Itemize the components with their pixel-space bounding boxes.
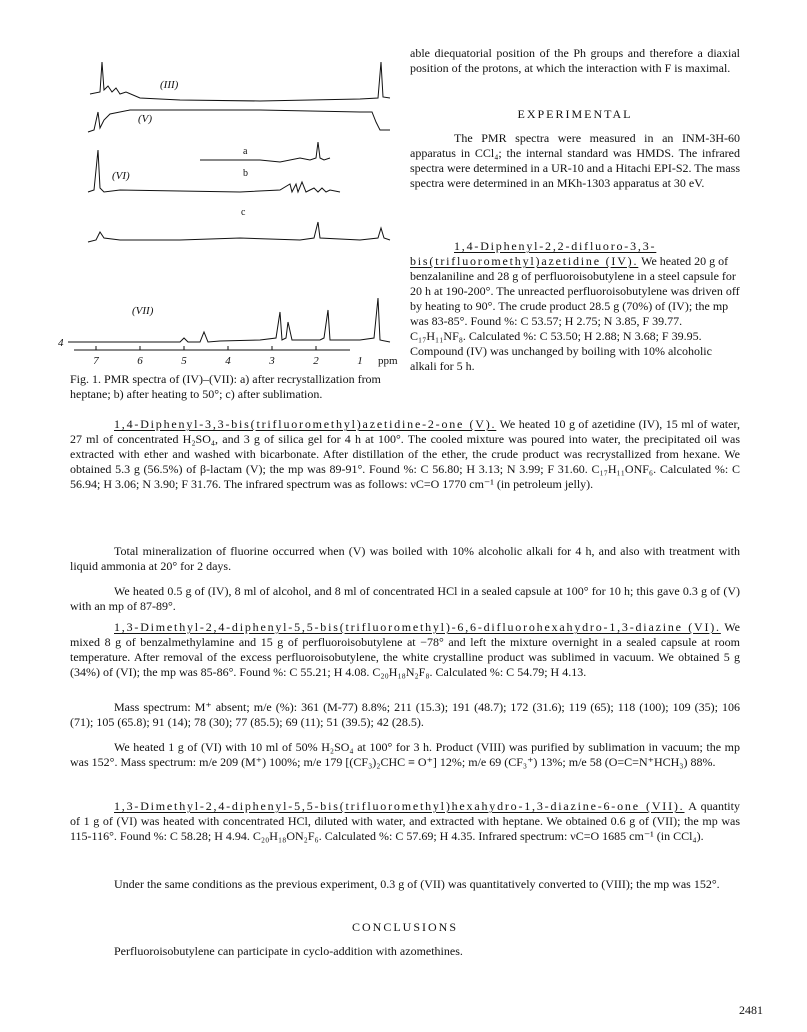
sub-label-b: b	[243, 168, 248, 179]
y-axis-label: 4	[58, 337, 64, 349]
tick-label-4: 4	[225, 355, 231, 367]
spectrum-trace-via	[200, 142, 330, 162]
compound-vii-title: 1,3-Dimethyl-2,4-diphenyl-5,5-bis(trifluoromethyl)hexahydro-1,3-diazine-6-one (VII).	[114, 799, 685, 813]
curve-label-vi: (VI)	[112, 170, 130, 182]
para-heated-iv: We heated 0.5 g of (IV), 8 ml of alcohol, and 8 ml of concentrated HCl in a sealed capsule at 100° for 10 h; this gave 0.3 g of (V) with an mp of 87-89°.	[70, 584, 740, 613]
tick-label-6: 6	[137, 355, 143, 367]
curve-label-iii: (III)	[160, 79, 179, 91]
sub-label-c: c	[241, 207, 246, 218]
experimental-heading: EXPERIMENTAL	[517, 107, 633, 121]
compound-vi-title: 1,3-Dimethyl-2,4-diphenyl-5,5-bis(trifluoromethyl)-6,6-difluorohexahydro-1,3-diazine (VI).	[114, 620, 721, 634]
curve-label-v: (V)	[138, 113, 153, 125]
pmr-spectra-figure	[60, 42, 400, 372]
compound-vi-block	[70, 620, 740, 680]
compound-vi-text: We mixed 8 g of benzalmethylamine and 15 g of perfluoroisobutylene at −78° and left the mixture overnight in a sealed capsule at room temperature. After removal of the excess perfluoroisobutylene, the white crystalline product was sublimed in vacuum. We obtained 5 g (34%) of (VI); the mp was 85-86°. Found %: C 55.21; H 4.08. C₂₀H₁₈N₂F₈. Calculated %: C 54.79; H 4.13.	[70, 620, 740, 679]
para-mass-spectrum: Mass spectrum: M⁺ absent; m/e (%): 361 (M-77) 8.8%; 211 (15.3); 191 (48.7); 172 (31.6); 119 (65); 118 (100); 109 (35); 106 (71); 105 (65.8); 91 (14); 78 (30); 77 (85.5); 69 (11); 51 (39.5); 42 (28.5).	[70, 700, 740, 729]
conclusions-heading: CONCLUSIONS	[351, 920, 458, 934]
tick-label-1: 1	[357, 355, 363, 367]
figure-caption: Fig. 1. PMR spectra of (IV)–(VII): a) after recrystallization from heptane; b) after heating to 50°; c) after sublimation.	[70, 372, 381, 401]
tick-label-2: 2	[313, 355, 319, 367]
spectrum-trace-iii	[90, 62, 390, 101]
spectrum-trace-vii	[68, 298, 390, 342]
sub-label-a: a	[243, 146, 248, 157]
para-under-conditions: Under the same conditions as the previous experiment, 0.3 g of (VII) was quantitatively converted to (VIII); the mp was 152°.	[114, 877, 720, 891]
compound-iv-block	[410, 239, 740, 374]
conclusions-text: Perfluoroisobutylene can participate in cyclo-addition with azomethines.	[114, 944, 463, 958]
spectrum-trace-vic	[88, 222, 390, 242]
compound-iv-text: We heated 20 g of benzalaniline and 28 g of perfluoroisobutylene in a steel capsule for 20 h at 190-200°. The unreacted perfluoroisobutylene was driven off by heating to 90°. The crude product 28.5 g (70%) of (IV); the mp was 83-85°. Found %: C 53.57; H 2.75; N 3.85, F 39.77. C₁₇H₁₁NF₈. Calculated %: C 53.50; H 2.88; N 3.68; F 39.95. Compound (IV) was unchanged by boiling with 10% alcoholic alkali for 5 h.	[410, 254, 740, 373]
tick-label-7: 7	[93, 355, 99, 367]
axis-unit: ppm	[378, 355, 398, 367]
para-pmr-methods: The PMR spectra were measured in an INM-3H-60 apparatus in CCl₄; the internal standard was HMDS. The infrared spectra were determined in a UR-10 and a Hitachi EPI-S2. The mass spectra were determined in an MKh-1303 apparatus at 30 eV.	[410, 131, 740, 190]
compound-v-block	[70, 417, 740, 492]
compound-iv-title: 1,4-Diphenyl-2,2-difluoro-3,3-bis(trifluoromethyl)azetidine (IV).	[410, 239, 657, 268]
curve-label-vii: (VII)	[132, 305, 154, 317]
tick-label-3: 3	[269, 355, 275, 367]
para-mineralization: Total mineralization of fluorine occurred when (V) was boiled with 10% alcoholic alkali for 4 h, and also with treatment with liquid ammonia at 20° for 2 days.	[70, 544, 740, 573]
compound-vii-text: A quantity of 1 g of (VI) was heated with concentrated HCl, diluted with water, and extracted with heptane. We obtained 0.6 g of (VII); the mp was 115-116°. Found %: C 58.28; H 4.94. C₂₀H₁₈ON₂F₆. Calculated %: C 57.69; H 4.35. Infrared spectrum: νC=O 1685 cm⁻¹ (in CCl₄).	[70, 799, 740, 843]
compound-v-text: We heated 10 g of azetidine (IV), 15 ml of water, 27 ml of concentrated H₂SO₄, and 3 g of silica gel for 4 h at 100°. The cooled mixture was poured into water, the precipitated oil was extracted with ether and washed with bicarbonate. After distillation of the ether, the crude product was recrystallized from hexane. We obtained 5.3 g (56.5%) of β-lactam (V); the mp was 89-91°. Found %: C 56.80; H 3.13; N 3.99; F 31.60. C₁₇H₁₁ONF₆. Calculated %: C 56.94; H 3.06; N 3.90; F 31.76. The infrared spectrum was as follows: νC=O 1770 cm⁻¹ (in petroleum jelly).	[70, 417, 740, 491]
spectrum-trace-v	[88, 110, 390, 132]
para-compound-viii: We heated 1 g of (VI) with 10 ml of 50% H₂SO₄ at 100° for 3 h. Product (VIII) was purified by sublimation in vacuum; the mp was 152°. Mass spectrum: m/e 209 (M⁺) 100%; m/e 179 [(CF₃)₂CHC ≡ O⁺] 12%; m/e 69 (CF₃⁺) 13%; m/e 58 (O=C=N⁺HCH₃) 88%.	[70, 740, 740, 769]
compound-vii-block	[70, 799, 740, 844]
compound-v-title: 1,4-Diphenyl-3,3-bis(trifluoromethyl)azetidine-2-one (V).	[114, 417, 497, 431]
page-number: 2481	[739, 1003, 763, 1017]
tick-label-5: 5	[181, 355, 187, 367]
para-diequatorial: able diequatorial position of the Ph groups and therefore a diaxial position of the protons, at which the interaction with F is maximal.	[410, 46, 740, 75]
